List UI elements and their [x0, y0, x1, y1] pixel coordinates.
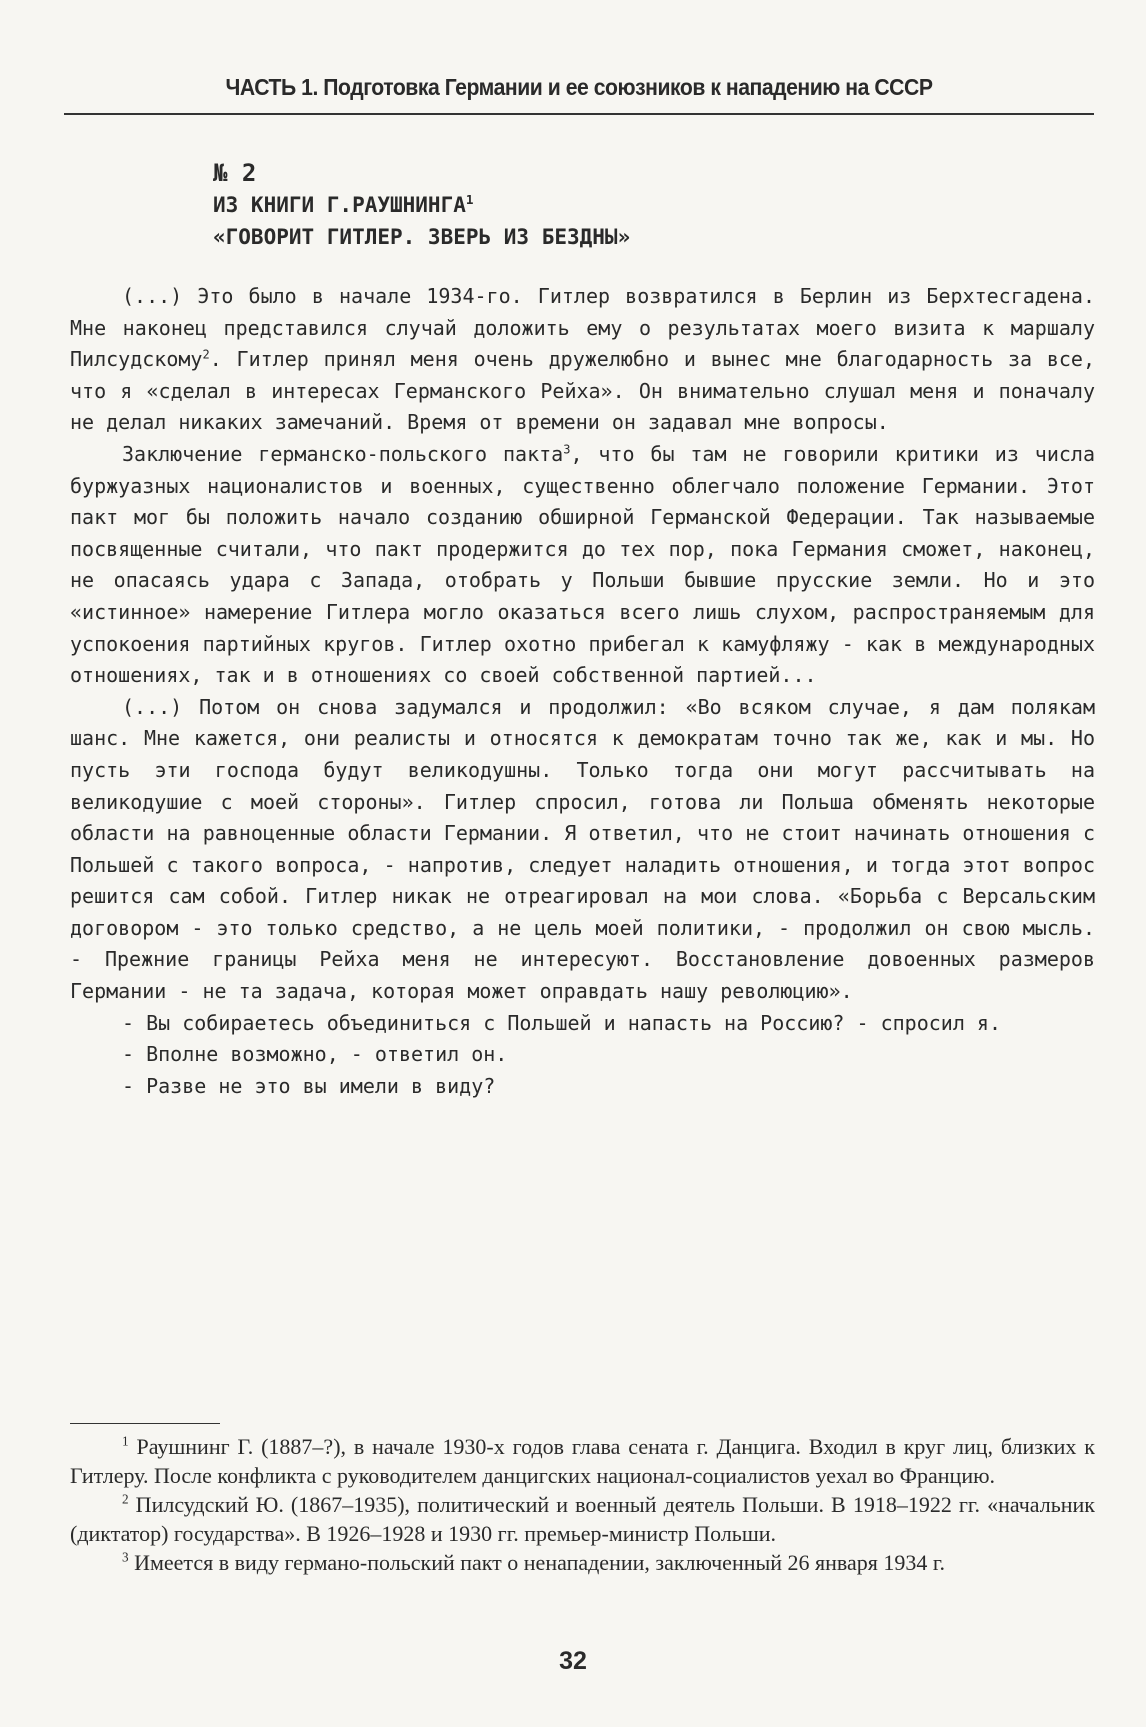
document-title-text: ИЗ КНИГИ Г.РАУШНИНГА: [213, 193, 466, 217]
body-text: [70, 281, 1095, 1102]
footnote-2: [70, 1490, 1095, 1548]
paragraph-2: [70, 439, 1095, 692]
document-title-line-1: [213, 189, 630, 221]
footnote-3: [70, 1548, 1095, 1577]
footnote-marker: 1: [122, 1433, 129, 1449]
footnote-ref: 2: [202, 347, 210, 362]
footnote-ref: 1: [465, 192, 474, 207]
dialogue-line-2: - Вполне возможно, - ответил он.: [122, 1042, 508, 1067]
footnote-1: [70, 1432, 1095, 1490]
header-rule: [64, 113, 1094, 115]
footnote-text: Имеется в виду германо-польский пакт о ненападении, заключенный 26 января 1934 г.: [128, 1550, 945, 1575]
footnote-text: Раушнинг Г. (1887–?), в начале 1930-х годов глава сената г. Данцига. Входил в круг лиц, близких к Гитлеру. После конфликта с руководителем данцигских национал-социалистов уехал во Францию.: [70, 1434, 1095, 1488]
paragraph-text: . Гитлер принял меня очень дружелюбно и вынес мне благодарность за все, что я «сделал в интересах Германского Рейха». Он внимательно слушал меня и поначалу не делал никаких замечаний. Время от времени он задавал мне вопросы.: [70, 347, 1095, 435]
page-number: 32: [559, 1647, 587, 1675]
dialogue-line-3: - Разве не это вы имели в виду?: [122, 1073, 496, 1098]
footnote-rule: [70, 1423, 220, 1424]
footnotes: [70, 1432, 1095, 1577]
paragraph-3: (...) Потом он снова задумался и продолжил: «Во всяком случае, я дам полякам шанс. Мне кажется, они реалисты и относятся к демократам точно так же, как и мы. Но пусть эти господа будут великодушны. Только тогда они могут рассчитывать на великодушие с моей стороны». Гитлер спросил, готова ли Польша обменять некоторые области на равноценные области Германии. Я ответил, что не стоит начинать отношения с Польшей с такого вопроса, - напротив, следует наладить отношения, и тогда этот вопрос решится сам собой. Гитлер никак не отреагировал на мои слова. «Борьба с Версальским договором - это только средство, а не цель моей политики, - продолжил он свою мысль. - Прежние границы Рейха меня не интересуют. Восстановление довоенных размеров Германии - не та задача, которая может оправдать нашу революцию».: [70, 694, 1095, 1004]
footnote-ref: 3: [563, 442, 571, 457]
footnote-marker: 2: [122, 1491, 129, 1507]
document-heading: [213, 157, 630, 253]
footnote-text: Пилсудский Ю. (1867–1935), политический и военный деятель Польши. В 1918–1922 гг. «начальник (диктатор) государства». В 1926–1928 и 1930 гг. премьер-министр Польши.: [70, 1492, 1095, 1546]
document-number: № 2: [213, 159, 257, 187]
paragraph-text: (...) Это было в начале 1934-го. Гитлер возвратился в Берлин из Берхтесгадена. Мне наконец представился случай доложить ему о результатах моего визита к маршалу Пилсудскому: [70, 284, 1095, 372]
dialogue-line-1: - Вы собираетесь объединиться с Польшей и напасть на Россию? - спросил я.: [122, 1010, 1001, 1035]
footnote-marker: 3: [122, 1549, 129, 1565]
paragraph-1: [70, 281, 1095, 439]
document-title-line-2: «ГОВОРИТ ГИТЛЕР. ЗВЕРЬ ИЗ БЕЗДНЫ»: [213, 225, 631, 249]
paragraph-text: Заключение германско-польского пакта: [122, 441, 564, 466]
paragraph-text: , что бы там не говорили критики из числа буржуазных националистов и военных, существенно облегчало положение Германии. Этот пакт мог бы положить начало созданию обширной Германской Федерации. Так называемые посвященные считали, что пакт продержится до тех пор, пока Германия сможет, наконец, не опасаясь удара с Запада, отобрать у Польши бывшие прусские земли. Но и это «истинное» намерение Гитлера могло оказаться всего лишь слухом, распространяемым для успокоения партийных кругов. Гитлер охотно прибегал к камуфляжу - как в международных отношениях, так и в отношениях со своей собственной партией...: [70, 441, 1095, 688]
running-header: ЧАСТЬ 1. Подготовка Германии и ее союзников к нападению на СССР: [225, 74, 933, 100]
